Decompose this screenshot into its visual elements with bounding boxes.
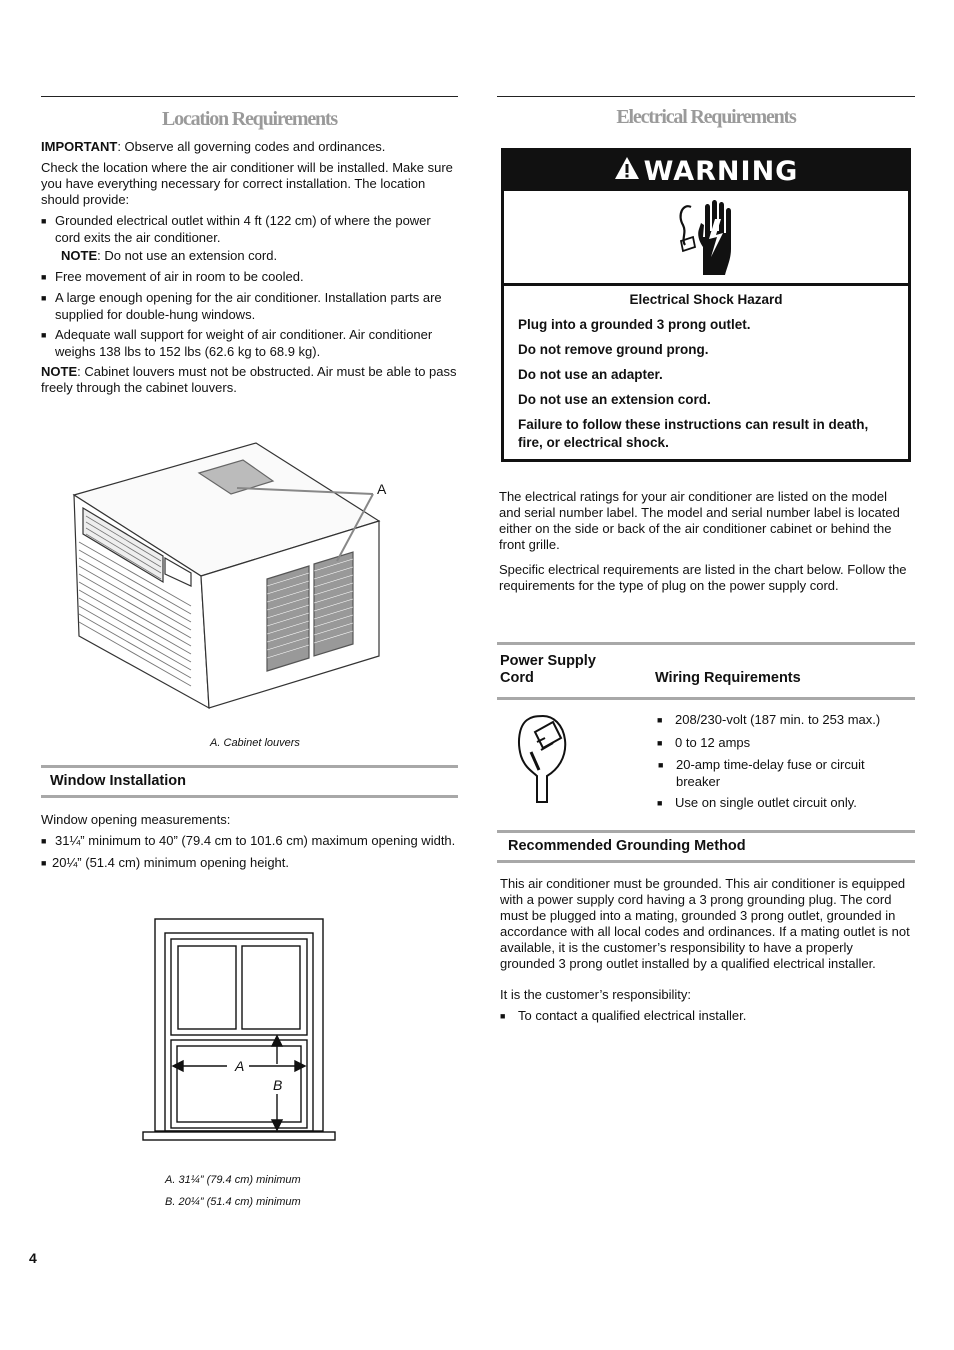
dimension-label-b: B xyxy=(273,1077,283,1093)
requirements-table xyxy=(497,642,915,828)
caption-b: B. 20¼” (51.4 cm) minimum xyxy=(165,1196,301,1208)
warning-line: Failure to follow these instructions can result in death, fire, or electrical shock. xyxy=(518,417,869,450)
warning-line: Do not use an adapter. xyxy=(518,367,663,382)
list-item: ■ A large enough opening for the air conditioner. Installation parts are supplied for double-hung windows. xyxy=(41,290,442,322)
location-title: Location Requirements xyxy=(162,108,337,130)
section-divider xyxy=(497,96,915,97)
warning-word: WARNING xyxy=(643,155,799,187)
louver-callout-label: A xyxy=(377,481,387,497)
warning-line: Do not remove ground prong. xyxy=(518,342,709,357)
list-item: ■ 20-amp time-delay fuse or circuit breaker xyxy=(658,757,865,789)
electrical-section xyxy=(497,96,915,1023)
figure-caption: A. Cabinet louvers xyxy=(210,737,300,749)
window-diagram xyxy=(141,916,341,1146)
air-conditioner-figure xyxy=(41,436,458,716)
caption-a: A. 31¼” (79.4 cm) minimum xyxy=(165,1174,301,1186)
wiring-requirements-list xyxy=(657,712,907,817)
responsibility-intro: It is the customer’s responsibility: xyxy=(500,987,691,1002)
grounding-section xyxy=(497,830,915,1030)
list-item: ■ Grounded electrical outlet within 4 ft (122 cm) of where the power cord exits the air conditioner. xyxy=(41,213,431,245)
bullet-icon: ■ xyxy=(41,836,47,846)
hazard-title: Electrical Shock Hazard xyxy=(629,292,783,307)
list-item: ■ 20¼” (51.4 cm) minimum opening height. xyxy=(41,854,290,870)
electrical-body xyxy=(499,489,911,599)
location-intro: Check the location where the air conditioner will be installed. Make sure you have everything necessary for correct installation. The location should provide: xyxy=(41,160,453,207)
requirements-paragraph: Specific electrical requirements are listed in the chart below. Follow the requirements for the type of plug on the power supply cord. xyxy=(499,562,907,593)
important-text: : Observe all governing codes and ordinances. xyxy=(117,139,386,154)
electrical-title: Electrical Requirements xyxy=(616,106,796,128)
responsibility-list xyxy=(500,1008,915,1025)
grounding-title: Recommended Grounding Method xyxy=(497,830,915,863)
table-row xyxy=(497,700,915,828)
bullet-icon: ■ xyxy=(41,216,47,226)
shock-hazard-icon xyxy=(504,191,908,286)
window-title: Window Installation xyxy=(41,765,458,798)
bullet-icon: ■ xyxy=(657,737,663,748)
location-section xyxy=(41,96,458,1208)
list-item: ■ 0 to 12 amps xyxy=(657,734,751,750)
dimension-label-a: A xyxy=(235,1058,245,1074)
grounding-paragraph: This air conditioner must be grounded. This air conditioner is equipped with a power supply cord having a 3 prong grounding plug. The cord must be plugged into a mating, grounded 3 prong outlet, grounded in accordance with all local codes and ordinances. If a mating outlet is not available, it is the customer’s responsibility to have a properly grounded 3 prong outlet installed by a qualified electrical installer. xyxy=(500,876,910,971)
window-illustration xyxy=(141,916,341,1146)
page-number: 4 xyxy=(29,1250,37,1266)
list-item: ■ Adequate wall support for weight of air conditioner. Air conditioner weighs 138 lbs to 152 lbs (62.6 kg to 68.9 kg). xyxy=(41,327,433,359)
air-conditioner-illustration xyxy=(41,436,458,716)
warning-box xyxy=(501,148,911,462)
list-item: ■ 208/230-volt (187 min. to 253 max.) xyxy=(657,712,881,727)
list-item: ■ Use on single outlet circuit only. xyxy=(657,795,857,810)
warning-line: Plug into a grounded 3 prong outlet. xyxy=(518,317,751,332)
window-bullet-list xyxy=(41,833,458,871)
bullet-icon: ■ xyxy=(657,715,663,725)
bullet-icon: ■ xyxy=(41,271,47,282)
list-item: ■ To contact a qualified electrical installer. xyxy=(500,1008,747,1023)
window-intro: Window opening measurements: xyxy=(41,812,231,827)
bullet-icon: ■ xyxy=(41,293,47,303)
location-bullet-list xyxy=(41,213,458,359)
column-header-cord: Power Supply Cord xyxy=(500,653,596,686)
warning-body xyxy=(504,286,908,452)
warning-header xyxy=(504,151,908,191)
window-section xyxy=(41,765,458,876)
louver-note: NOTE: Cabinet louvers must not be obstructed. Air must be able to pass freely through the cabinet louvers. xyxy=(41,364,457,395)
extension-note: NOTE: Do not use an extension cord. xyxy=(61,248,278,263)
column-header-wiring: Wiring Requirements xyxy=(655,670,801,686)
list-item: ■ Free movement of air in room to be cooled. xyxy=(41,268,304,284)
bullet-icon: ■ xyxy=(41,857,47,868)
warning-line: Do not use an extension cord. xyxy=(518,392,711,407)
important-note xyxy=(41,139,458,155)
three-prong-plug-icon xyxy=(513,712,573,809)
warning-triangle-icon xyxy=(614,156,640,187)
section-divider xyxy=(41,96,458,97)
bullet-icon: ■ xyxy=(500,1011,506,1021)
list-item: ■ 31¼” minimum to 40” (79.4 cm to 101.6 cm) maximum opening width. xyxy=(41,833,456,848)
bullet-icon: ■ xyxy=(658,760,664,770)
bullet-icon: ■ xyxy=(657,798,663,808)
important-label: IMPORTANT xyxy=(41,139,118,154)
bullet-icon: ■ xyxy=(41,330,47,340)
table-header xyxy=(497,642,915,700)
ratings-paragraph: The electrical ratings for your air conditioner are listed on the model and serial number label. The model and serial number label is located either on the side or back of the air conditioner cabinet or behind the front grille. xyxy=(499,489,900,552)
